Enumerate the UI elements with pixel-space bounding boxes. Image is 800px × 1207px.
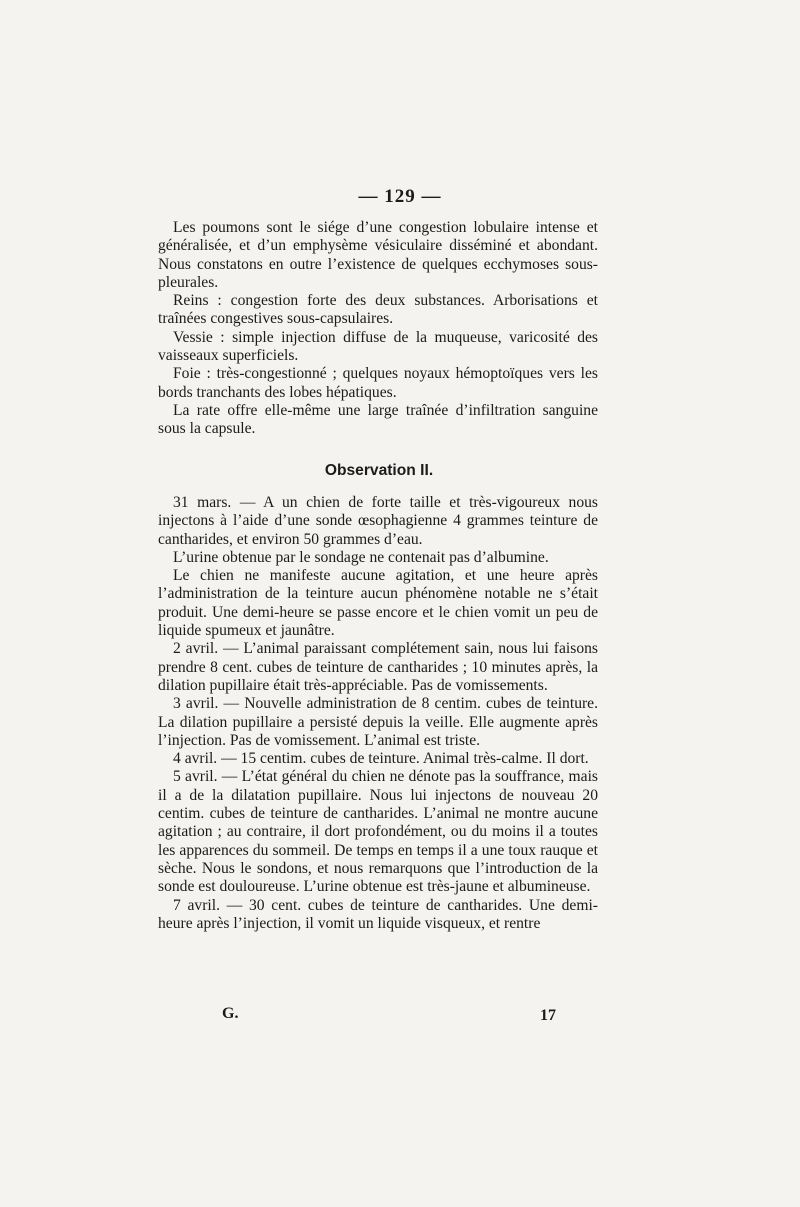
top-text-block	[158, 219, 598, 439]
paragraph-urine: L’urine obtenue par le sondage ne contenait pas d’albumine.	[173, 548, 549, 566]
paragraph-spleen: La rate offre elle-même une large traînée d’infiltration sanguine sous la capsule.	[158, 401, 598, 438]
page-footer	[158, 1005, 598, 1027]
page-number: — 129 —	[358, 186, 442, 207]
observation-text-block	[158, 494, 598, 933]
paragraph-7-avril: 7 avril. — 30 cent. cubes de teinture de cantharides. Une demi-heure après l’injection, il vomit un liquide visqueux, et rentre	[158, 896, 598, 932]
paragraph-3-avril: 3 avril. — Nouvelle administration de 8 centim. cubes de teinture. La dilation pupillaire a persisté depuis la veille. Elle augmente après l’injection. Pas de vomissement. L’animal est triste.	[158, 695, 598, 749]
paragraph-kidneys: Reins : congestion forte des deux substances. Arborisations et traînées congestives sous-capsulaires.	[158, 292, 598, 328]
observation-heading: Observation II.	[324, 462, 434, 479]
signature-mark: G.	[222, 1005, 239, 1022]
paragraph-2-avril: 2 avril. — L’animal paraissant complétement sain, nous lui faisons prendre 8 cent. cubes de teinture de cantharides ; 10 minutes après, la dilation pupillaire était très-appréciable. Pas de vomissements.	[158, 640, 598, 694]
paragraph-liver: Foie : très-congestionné ; quelques noyaux hémoptoïques vers les bords tranchants des lobes hépatiques.	[158, 365, 598, 401]
paragraph-lungs: Les poumons sont le siége d’une congestion lobulaire intense et généralisée, et d’un emphysème vésiculaire disséminé et abondant. Nous constatons en outre l’existence de quelques ecchymoses sous-pleurales.	[158, 219, 598, 291]
paragraph-bladder: Vessie : simple injection diffuse de la muqueuse, varicosité des vaisseaux superficiels.	[158, 328, 598, 365]
sheet-number: 17	[540, 1007, 556, 1024]
paragraph-31-mars: 31 mars. — A un chien de forte taille et très-vigoureux nous injectons à l’aide d’une sonde œsophagienne 4 grammes teinture de cantharides, et environ 50 grammes d’eau.	[158, 494, 598, 548]
paragraph-4-avril: 4 avril. — 15 centim. cubes de teinture. Animal très-calme. Il dort.	[173, 750, 589, 768]
paragraph-5-avril: 5 avril. — L’état général du chien ne dénote pas la souffrance, mais il a de la dilatation pupillaire. Nous lui injectons de nouveau 20 centim. cubes de teinture de cantharides. L’animal ne montre aucune agitation ; au contraire, il dort profondément, ou du moins il a toutes les apparences du sommeil. De temps en temps il a une toux rauque et sèche. Nous le sondons, et nous remarquons que l’introduction de la sonde est douloureuse. L’urine obtenue est très-jaune et albumineuse.	[158, 768, 598, 896]
paragraph-agitation: Le chien ne manifeste aucune agitation, et une heure après l’administration de la teinture aucun phénomène notable ne s’était produit. Une demi-heure se passe encore et le chien vomit un peu de liquide spumeux et jaunâtre.	[158, 567, 598, 640]
